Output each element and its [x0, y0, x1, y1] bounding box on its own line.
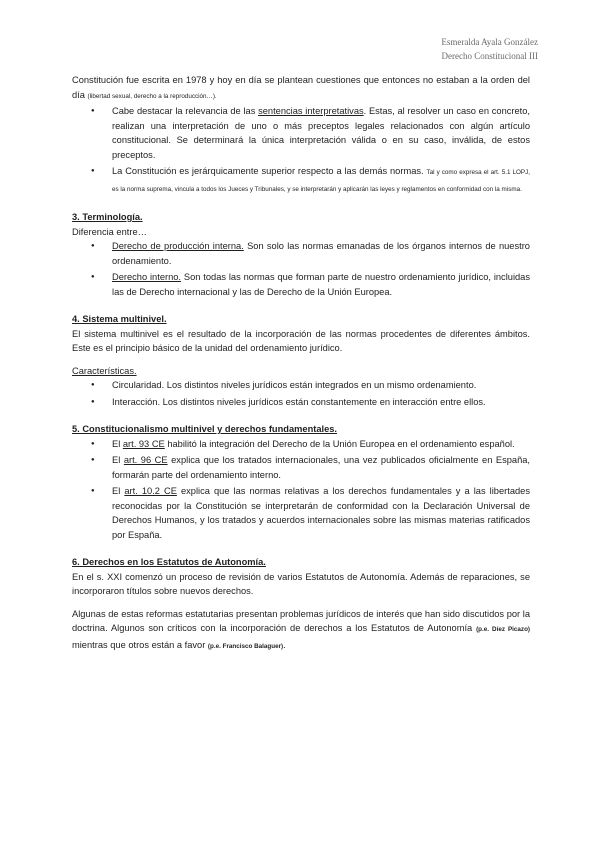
- underlined-term: Derecho interno.: [112, 272, 182, 282]
- article-reference: art. 96 CE: [123, 455, 168, 465]
- article-reference: art. 93 CE: [122, 438, 165, 449]
- bullet-text: explica que los tratados internacionales, una vez publicados oficialmente en España, formarán parte del ordenamiento interno.: [112, 455, 531, 480]
- document-body: [72, 73, 530, 654]
- section-heading-estatutos: 6. Derechos en los Estatutos de Autonomía.: [72, 557, 266, 567]
- list-item: [72, 239, 530, 268]
- bullet-note: Tal y como expresa el art. 5.1 LOPJ, es la norma suprema, vincula a todos los Jueces y Tribunales, y se interpretarán y aplicarán las leyes y reglamentos en conformidad con la misma.: [112, 169, 530, 193]
- author-note: (p.e. Francisco Balaguer): [207, 642, 284, 650]
- paragraph-text: mientras que otros están a favor: [72, 639, 206, 650]
- bullet-text: Son solo las normas emanadas de los órganos internos de nuestro ordenamiento.: [112, 241, 530, 266]
- paragraph-text: .: [283, 639, 286, 650]
- header-subject: Derecho Constitucional III: [441, 51, 538, 61]
- list-item: [72, 437, 530, 452]
- article-reference: art. 10.2 CE: [124, 486, 177, 496]
- subheading-caracteristicas: Características.: [72, 365, 137, 376]
- section-heading-terminologia: 3. Terminología.: [72, 212, 143, 222]
- author-note: (p.e. Díez Picazo): [476, 626, 531, 633]
- bullet-text: El: [112, 486, 121, 496]
- bullet-text: Cabe destacar la relevancia de las: [112, 106, 256, 116]
- terminology-list: [72, 239, 530, 299]
- intro-note: (libertad sexual, derecho a la reproducción…).: [87, 92, 217, 100]
- section-heading-constitucionalismo: 5. Constitucionalismo multinivel y derechos fundamentales.: [72, 424, 338, 434]
- bullet-text: El: [112, 455, 121, 465]
- section-intro: Diferencia entre…: [72, 226, 147, 237]
- underlined-term: Derecho de producción interna.: [112, 241, 244, 251]
- section-paragraph: En el s. XXI comenzó un proceso de revisión de varios Estatutos de Autonomía. Además de reparaciones, se incorporaron títulos sobre nuevos derechos.: [72, 571, 530, 596]
- bullet-text: El: [112, 438, 121, 449]
- section-heading-sistema-multinivel: 4. Sistema multinivel.: [72, 314, 167, 324]
- paragraph-text: Algunas de estas reformas estatutarias presentan problemas jurídicos de interés que han sido discutidos por la doctrina. Algunos son críticos con la incorporación de derechos a los Estatutos de Autonomía: [72, 608, 530, 633]
- bullet-text: Son todas las normas que forman parte de nuestro ordenamiento jurídico, incluidas las de Derecho internacional y las de Derecho de la Unión Europea.: [112, 272, 530, 297]
- section-paragraph: El sistema multinivel es el resultado de la incorporación de las normas procedentes de diferentes ámbitos. Este es el principio básico de la unidad del ordenamiento jurídico.: [72, 328, 530, 353]
- list-item: [72, 484, 530, 542]
- list-item: [72, 453, 530, 482]
- characteristics-list: [72, 378, 530, 409]
- list-item: [72, 104, 530, 162]
- intro-bullet-list: [72, 104, 530, 197]
- list-item: ● Interacción. Los distintos niveles jurídicos están constantemente en interacción entre ellos.: [72, 395, 530, 410]
- bullet-text: habilitó la integración del Derecho de la Unión Europea en el ordenamiento español.: [167, 438, 515, 449]
- section-paragraph: [72, 607, 530, 655]
- list-item: [72, 270, 530, 299]
- bullet-text: explica que las normas relativas a los derechos fundamentales y a las libertades reconocidas por la Constitución se interpretarán de conformidad con la Declaración Universal de Derechos Humanos, y los tratados y acuerdos internacionales sobre las mismas materias ratificados por España.: [112, 486, 530, 540]
- list-item: ● Circularidad. Los distintos niveles jurídicos están integrados en un mismo ordenamiento.: [72, 378, 530, 393]
- intro-paragraph: [72, 73, 530, 104]
- header-author: Esmeralda Ayala González: [441, 37, 538, 47]
- list-item: [72, 164, 530, 197]
- articles-list: [72, 437, 530, 543]
- bullet-text: La Constitución es jerárquicamente superior respecto a las demás normas.: [112, 166, 424, 176]
- bullet-text: . Estas, al resolver un caso en concreto, realizan una interpretación de uno o más preceptos legales relacionados con algún artículo constitucional. Se determinará la única interpretación válida o en su caso, inválida, de estos preceptos.: [112, 106, 530, 160]
- intro-text: Constitución fue escrita en 1978 y hoy en día se plantean cuestiones que entonces no estaban a la orden del día: [72, 75, 530, 100]
- underlined-term: sentencias interpretativas: [258, 106, 364, 116]
- page-header: [441, 35, 538, 63]
